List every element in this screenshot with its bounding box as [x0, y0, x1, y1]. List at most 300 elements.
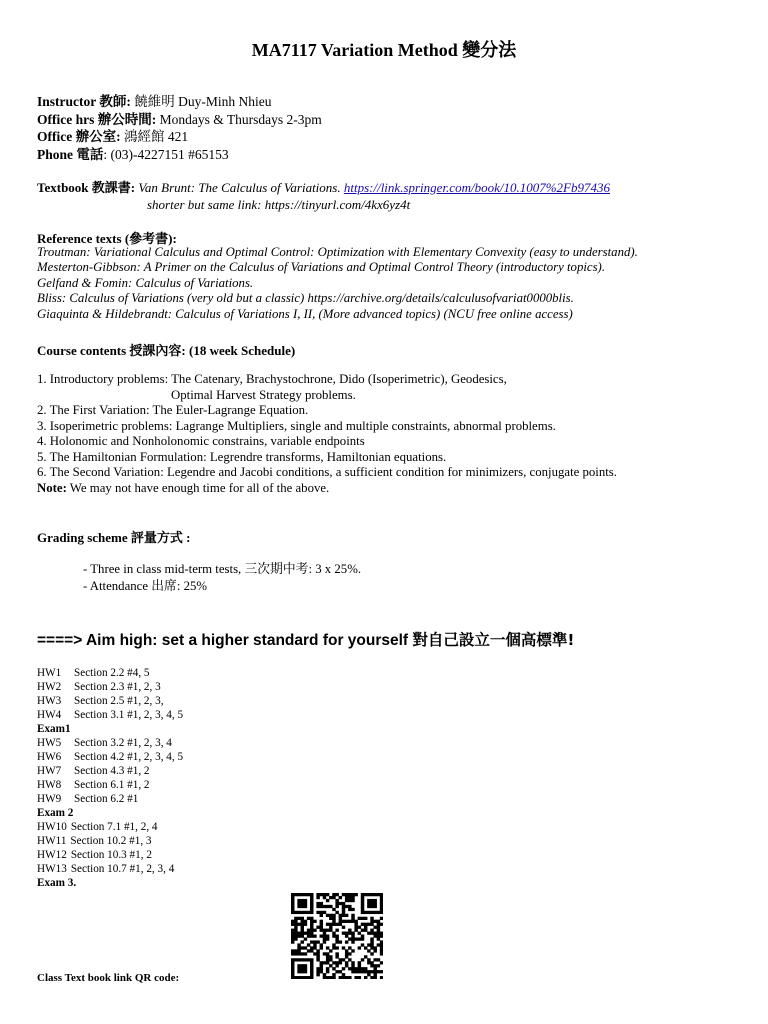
- qr-module: [373, 893, 376, 896]
- homework-section: Section 4.2 #1, 2, 3, 4, 5: [74, 751, 184, 763]
- qr-module: [335, 964, 338, 967]
- qr-module: [313, 943, 316, 946]
- qr-module: [294, 893, 297, 896]
- qr-module: [326, 961, 329, 964]
- qr-module: [304, 946, 307, 949]
- qr-module: [320, 893, 323, 896]
- qr-module: [377, 893, 380, 896]
- qr-module: [294, 917, 297, 920]
- qr-module: [329, 914, 332, 917]
- qr-module: [358, 976, 361, 979]
- qr-module: [310, 973, 313, 976]
- qr-module: [310, 905, 313, 908]
- homework-row: [37, 750, 183, 764]
- qr-module: [301, 970, 304, 973]
- qr-module: [345, 955, 348, 958]
- qr-module: [370, 905, 373, 908]
- qr-code-image: [291, 893, 383, 979]
- qr-module: [380, 899, 383, 902]
- qr-module: [351, 935, 354, 938]
- list-item: Gelfand & Fomin: Calculus of Variations.: [37, 275, 254, 290]
- qr-module: [326, 967, 329, 970]
- list-item: 4. Holonomic and Nonholonomic constrains, variable endpoints: [37, 434, 365, 448]
- qr-module: [297, 949, 300, 952]
- qr-module: [291, 976, 294, 979]
- qr-module: [342, 976, 345, 979]
- qr-module: [339, 940, 342, 943]
- qr-module: [367, 905, 370, 908]
- qr-module: [370, 952, 373, 955]
- list-item: 1. Introductory problems: The Catenary, Brachystochrone, Dido (Isoperimetric), Geodesics,: [37, 372, 507, 386]
- qr-module: [335, 937, 338, 940]
- qr-module: [367, 902, 370, 905]
- qr-module: [320, 970, 323, 973]
- qr-module: [301, 952, 304, 955]
- qr-module: [364, 967, 367, 970]
- qr-module: [370, 932, 373, 935]
- qr-module: [373, 932, 376, 935]
- qr-module: [297, 899, 300, 902]
- homework-id: HW5: [37, 737, 62, 749]
- qr-module: [329, 905, 332, 908]
- qr-module: [367, 893, 370, 896]
- qr-module: [364, 923, 367, 926]
- qr-module: [329, 955, 332, 958]
- qr-module: [342, 902, 345, 905]
- office-label: Office 辦公室:: [37, 129, 121, 144]
- qr-module: [342, 926, 345, 929]
- qr-module: [354, 920, 357, 923]
- qr-module: [348, 899, 351, 902]
- qr-module: [339, 961, 342, 964]
- qr-module: [297, 905, 300, 908]
- qr-module: [304, 976, 307, 979]
- qr-module: [367, 923, 370, 926]
- qr-module: [364, 929, 367, 932]
- qr-module: [377, 935, 380, 938]
- qr-module: [364, 893, 367, 896]
- qr-module: [351, 914, 354, 917]
- homework-section: Section 6.1 #1, 2: [74, 779, 150, 791]
- qr-module: [361, 929, 364, 932]
- qr-module: [380, 893, 383, 896]
- qr-module: [370, 961, 373, 964]
- qr-module: [304, 902, 307, 905]
- qr-module: [332, 893, 335, 896]
- qr-module: [304, 970, 307, 973]
- qr-module: [304, 899, 307, 902]
- qr-module: [291, 940, 294, 943]
- qr-module: [358, 937, 361, 940]
- qr-module: [373, 899, 376, 902]
- qr-module: [301, 964, 304, 967]
- qr-module: [291, 902, 294, 905]
- qr-module: [294, 937, 297, 940]
- list-item: Optimal Harvest Strategy problems.: [171, 387, 356, 402]
- qr-module: [313, 952, 316, 955]
- qr-module: [323, 911, 326, 914]
- homework-row: [37, 708, 183, 722]
- list-item: Giaquinta & Hildebrandt: Calculus of Variations I, II, (More advanced topics) (NCU free online access): [37, 306, 573, 321]
- qr-module: [307, 949, 310, 952]
- qr-module: [323, 893, 326, 896]
- homework-id: HW2: [37, 681, 62, 693]
- qr-module: [370, 923, 373, 926]
- qr-module: [297, 911, 300, 914]
- homework-section: Section 2.3 #1, 2, 3: [74, 681, 161, 693]
- qr-module: [301, 917, 304, 920]
- textbook-title: Van Brunt: The Calculus of Variations.: [135, 180, 344, 195]
- qr-module: [329, 917, 332, 920]
- qr-module: [373, 967, 376, 970]
- qr-module: [345, 893, 348, 896]
- qr-module: [301, 935, 304, 938]
- qr-module: [310, 902, 313, 905]
- qr-module: [294, 958, 297, 961]
- qr-module: [342, 946, 345, 949]
- qr-module: [335, 911, 338, 914]
- qr-module: [291, 958, 294, 961]
- reference-heading: Reference texts (參考書):: [37, 231, 177, 246]
- course-note: [37, 481, 617, 497]
- instructor-label: Instructor 教師:: [37, 94, 131, 109]
- qr-module: [307, 943, 310, 946]
- qr-module: [332, 943, 335, 946]
- qr-module: [373, 911, 376, 914]
- homework-id: HW12: [37, 849, 67, 861]
- note-label: Note:: [37, 480, 67, 495]
- qr-module: [291, 964, 294, 967]
- qr-module: [301, 946, 304, 949]
- qr-module: [361, 923, 364, 926]
- qr-module: [380, 911, 383, 914]
- qr-module: [326, 923, 329, 926]
- qr-module: [342, 973, 345, 976]
- grading-list: [83, 561, 361, 595]
- qr-module: [329, 958, 332, 961]
- qr-module: [361, 917, 364, 920]
- qr-module: [345, 964, 348, 967]
- qr-module: [351, 896, 354, 899]
- qr-module: [342, 932, 345, 935]
- qr-module: [377, 923, 380, 926]
- qr-module: [342, 914, 345, 917]
- homework-section: Section 10.3 #1, 2: [70, 849, 152, 861]
- qr-module: [345, 961, 348, 964]
- qr-module: [361, 896, 364, 899]
- qr-module: [345, 952, 348, 955]
- qr-module: [316, 896, 319, 899]
- qr-module: [301, 920, 304, 923]
- qr-module: [361, 958, 364, 961]
- qr-module: [297, 923, 300, 926]
- qr-module: [291, 929, 294, 932]
- textbook-line: [37, 180, 610, 196]
- qr-module: [367, 958, 370, 961]
- qr-module: [361, 937, 364, 940]
- homework-row: [37, 764, 183, 778]
- qr-module: [329, 896, 332, 899]
- qr-module: [304, 911, 307, 914]
- qr-module: [358, 932, 361, 935]
- qr-module: [335, 952, 338, 955]
- qr-module: [297, 976, 300, 979]
- qr-module: [304, 964, 307, 967]
- qr-module: [323, 937, 326, 940]
- qr-module: [339, 920, 342, 923]
- qr-module: [297, 935, 300, 938]
- qr-module: [310, 899, 313, 902]
- aim-high-line: [37, 628, 574, 650]
- qr-module: [380, 932, 383, 935]
- qr-module: [307, 893, 310, 896]
- qr-module: [345, 932, 348, 935]
- textbook-link[interactable]: https://link.springer.com/book/10.1007%2Fb97436: [343, 180, 610, 195]
- qr-module: [294, 976, 297, 979]
- homework-section: Section 3.2 #1, 2, 3, 4: [74, 737, 172, 749]
- qr-module: [335, 961, 338, 964]
- qr-module: [380, 905, 383, 908]
- qr-module: [307, 929, 310, 932]
- qr-module: [377, 964, 380, 967]
- qr-module: [370, 937, 373, 940]
- qr-module: [307, 917, 310, 920]
- qr-module: [323, 973, 326, 976]
- page-title: MA7117 Variation Method 變分法: [251, 40, 517, 60]
- qr-module: [367, 961, 370, 964]
- qr-module: [332, 961, 335, 964]
- qr-module: [291, 905, 294, 908]
- qr-module: [326, 955, 329, 958]
- qr-module: [291, 899, 294, 902]
- reference-list: [37, 245, 638, 322]
- qr-module: [373, 949, 376, 952]
- qr-module: [361, 967, 364, 970]
- qr-module: [348, 937, 351, 940]
- qr-module: [354, 923, 357, 926]
- homework-section: Section 6.2 #1: [74, 793, 139, 805]
- list-item: Bliss: Calculus of Variations (very old but a classic) https://archive.org/details/calculusofvariat0000blis.: [37, 291, 574, 306]
- qr-module: [329, 926, 332, 929]
- qr-module: [291, 967, 294, 970]
- qr-module: [297, 943, 300, 946]
- qr-module: [310, 970, 313, 973]
- qr-module: [370, 911, 373, 914]
- qr-module: [323, 905, 326, 908]
- list-item: 2. The First Variation: The Euler-Lagrange Equation.: [37, 403, 309, 417]
- qr-module: [326, 893, 329, 896]
- qr-module: [380, 949, 383, 952]
- qr-module: [358, 970, 361, 973]
- qr-module: [351, 940, 354, 943]
- qr-module: [320, 943, 323, 946]
- qr-module: [380, 970, 383, 973]
- homework-section: Section 10.7 #1, 2, 3, 4: [70, 863, 175, 875]
- qr-module: [348, 976, 351, 979]
- qr-module: [361, 893, 364, 896]
- qr-module: [304, 923, 307, 926]
- qr-module: [342, 905, 345, 908]
- qr-module: [313, 920, 316, 923]
- list-item: - Three in class mid-term tests, 三次期中考: 3 x 25%.: [83, 562, 362, 576]
- qr-module: [345, 949, 348, 952]
- qr-module: [301, 893, 304, 896]
- qr-module: [370, 970, 373, 973]
- qr-module: [301, 932, 304, 935]
- grading-heading: Grading scheme 評量方式 :: [37, 530, 191, 545]
- qr-module: [310, 967, 313, 970]
- qr-module: [310, 911, 313, 914]
- qr-module: [377, 937, 380, 940]
- qr-module: [326, 976, 329, 979]
- qr-module: [339, 970, 342, 973]
- qr-module: [380, 946, 383, 949]
- qr-module: [358, 967, 361, 970]
- office-hours-value: Mondays & Thursdays 2-3pm: [156, 111, 322, 127]
- qr-module: [370, 920, 373, 923]
- qr-module: [364, 926, 367, 929]
- qr-module: [370, 976, 373, 979]
- homework-section: Section 10.2 #1, 3: [70, 835, 152, 847]
- qr-module: [345, 896, 348, 899]
- qr-module: [301, 905, 304, 908]
- qr-module: [313, 946, 316, 949]
- qr-module: [297, 893, 300, 896]
- qr-module: [304, 958, 307, 961]
- qr-module: [316, 893, 319, 896]
- qr-module: [310, 949, 313, 952]
- qr-module: [320, 935, 323, 938]
- qr-caption: Class Text book link QR code:: [37, 972, 180, 984]
- qr-module: [345, 935, 348, 938]
- qr-module: [301, 923, 304, 926]
- qr-module: [323, 961, 326, 964]
- qr-module: [332, 896, 335, 899]
- qr-module: [310, 961, 313, 964]
- homework-row: [37, 862, 183, 876]
- homework-section: Section 2.5 #1, 2, 3,: [74, 695, 164, 707]
- qr-module: [304, 937, 307, 940]
- qr-module: [291, 935, 294, 938]
- qr-module: [301, 902, 304, 905]
- qr-module: [358, 926, 361, 929]
- qr-module: [294, 952, 297, 955]
- homework-section: Section 3.1 #1, 2, 3, 4, 5: [74, 709, 184, 721]
- qr-module: [304, 893, 307, 896]
- qr-module: [351, 949, 354, 952]
- qr-module: [345, 940, 348, 943]
- homework-row: [37, 820, 183, 834]
- qr-module: [367, 943, 370, 946]
- list-item: Mesterton-Gibbson: A Primer on the Calculus of Variations and Optimal Control Theory (introductory topics).: [37, 260, 606, 275]
- qr-module: [294, 920, 297, 923]
- qr-module: [364, 911, 367, 914]
- homework-id: HW9: [37, 793, 62, 805]
- qr-module: [316, 970, 319, 973]
- homework-id: HW1: [37, 667, 62, 679]
- qr-module: [310, 946, 313, 949]
- qr-module: [380, 976, 383, 979]
- qr-module: [342, 958, 345, 961]
- qr-module: [358, 964, 361, 967]
- qr-module: [377, 943, 380, 946]
- qr-module: [339, 902, 342, 905]
- qr-module: [354, 970, 357, 973]
- qr-module: [301, 899, 304, 902]
- qr-module: [310, 976, 313, 979]
- qr-module: [373, 970, 376, 973]
- homework-id: HW10: [37, 821, 67, 833]
- qr-module: [380, 923, 383, 926]
- qr-module: [332, 976, 335, 979]
- qr-module: [291, 896, 294, 899]
- qr-module: [320, 961, 323, 964]
- qr-module: [354, 926, 357, 929]
- qr-module: [332, 914, 335, 917]
- qr-module: [301, 926, 304, 929]
- qr-module: [326, 914, 329, 917]
- qr-module: [297, 964, 300, 967]
- qr-module: [358, 917, 361, 920]
- qr-module: [361, 908, 364, 911]
- qr-module: [380, 952, 383, 955]
- qr-module: [320, 929, 323, 932]
- qr-module: [297, 917, 300, 920]
- qr-module: [367, 899, 370, 902]
- homework-section: Section 2.2 #4, 5: [74, 667, 150, 679]
- qr-code[interactable]: [291, 893, 383, 979]
- qr-module: [326, 929, 329, 932]
- qr-module: [323, 896, 326, 899]
- qr-module: [304, 905, 307, 908]
- qr-module: [304, 967, 307, 970]
- qr-module: [335, 970, 338, 973]
- homework-section: Section 7.1 #1, 2, 4: [70, 821, 158, 833]
- qr-module: [354, 967, 357, 970]
- qr-module: [329, 949, 332, 952]
- qr-module: [301, 940, 304, 943]
- qr-module: [345, 914, 348, 917]
- qr-module: [348, 952, 351, 955]
- qr-module: [297, 946, 300, 949]
- qr-module: [348, 893, 351, 896]
- qr-module: [342, 908, 345, 911]
- qr-module: [377, 911, 380, 914]
- qr-module: [364, 970, 367, 973]
- qr-module: [329, 964, 332, 967]
- qr-module: [348, 908, 351, 911]
- qr-module: [380, 917, 383, 920]
- qr-module: [380, 908, 383, 911]
- qr-module: [364, 917, 367, 920]
- qr-module: [361, 911, 364, 914]
- qr-module: [342, 920, 345, 923]
- qr-module: [316, 911, 319, 914]
- qr-module: [307, 932, 310, 935]
- qr-module: [361, 902, 364, 905]
- qr-module: [294, 932, 297, 935]
- qr-module: [307, 958, 310, 961]
- qr-module: [348, 905, 351, 908]
- homework-row: [37, 834, 183, 848]
- office-value: 鴻經館 421: [120, 129, 189, 144]
- list-item: 6. The Second Variation: Legendre and Jacobi conditions, a sufficient condition for minimizers, conjugate points.: [37, 465, 617, 479]
- qr-module: [297, 970, 300, 973]
- qr-module: [320, 923, 323, 926]
- qr-module: [332, 923, 335, 926]
- qr-module: [332, 932, 335, 935]
- qr-module: [351, 937, 354, 940]
